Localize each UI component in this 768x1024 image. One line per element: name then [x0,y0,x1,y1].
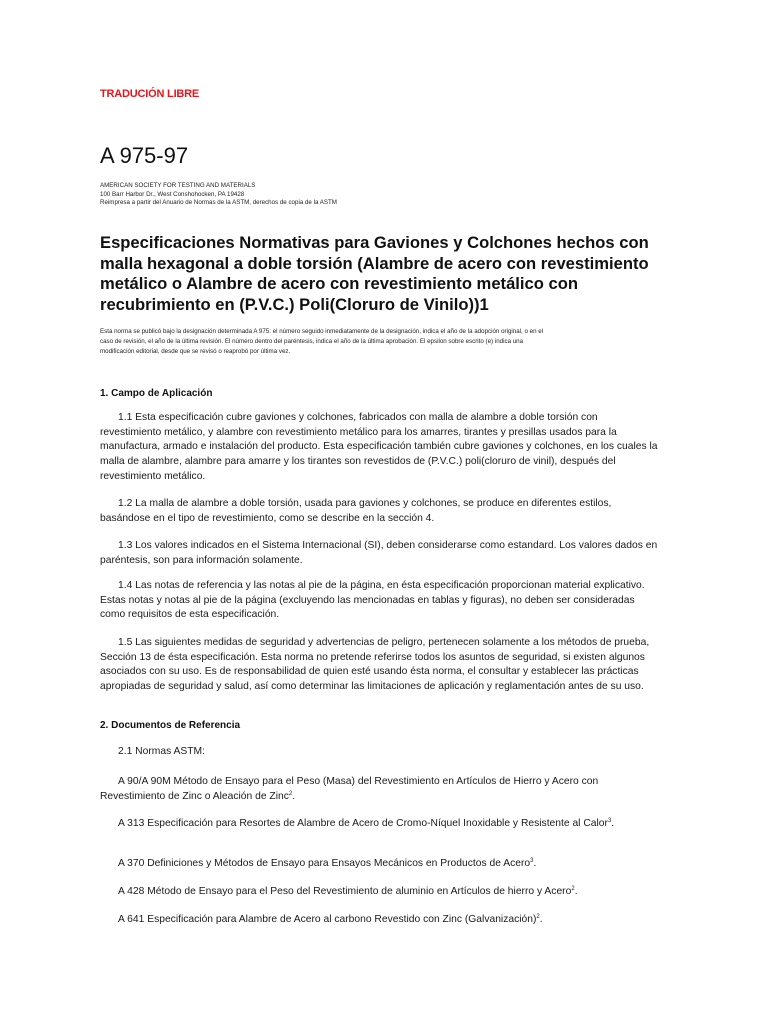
paragraph-2-1: 2.1 Normas ASTM: [118,746,205,757]
organization-address: 100 Barr Harbor Dr., West Conshohocken, PA 19428 [100,190,245,198]
reference-item: A 428 Método de Ensayo para el Peso del Revestimiento de aluminio en Artículos de hierro y Acero$^2$. [118,886,578,897]
reference-item: A 90/A 90M Método de Ensayo para el Peso (Masa) del Revestimiento en Artículos de Hierro y Acero con Revestimiento de Zinc o Aleación de Zinc$^2$. [100,776,599,802]
paragraph-1-2: 1.2 La malla de alambre a doble torsión, usada para gaviones y colchones, se produce en diferentes estilos, basándose en el tipo de revestimiento, como se describe en la sección 4. [100,498,612,524]
reference-item: A 641 Especificación para Alambre de Acero al carbono Revestido con Zinc (Galvanización)$^2$. [118,914,543,925]
reference-item: A 370 Definiciones y Métodos de Ensayo para Ensayos Mecánicos en Productos de Acero$^3$. [118,858,537,869]
section-heading-references: 2. Documentos de Referencia [100,720,241,731]
section-heading-scope: 1. Campo de Aplicación [100,388,213,399]
organization-name: AMERICAN SOCIETY FOR TESTING AND MATERIALS [100,182,256,189]
reprint-notice: Reimpresa a partir del Anuario de Normas de la ASTM, derechos de copia de la ASTM [100,199,337,206]
document-code: A 975-97 [100,143,189,168]
paragraph-1-1: 1.1 Esta especificación cubre gaviones y colchones, fabricados con malla de alambre a doble torsión con revestimiento metálico, y alambre con revestimiento metálico para los amarres, tirantes y presillas usados para la manufactura, armado e instalación del producto. Esta especificación también cubre gaviones y colchones, en los cuales la malla de alambre, alambre para amarre y los tirantes son revestidos de (P.V.C.) poli(cloruro de vinil), después del revestimiento metálico. [100,412,658,482]
paragraph-1-3: 1.3 Los valores indicados en el Sistema Internacional (SI), deben considerarse como estandard. Los valores dados en paréntesis, son para información solamente. [100,540,658,566]
paragraph-1-5: 1.5 Las siguientes medidas de seguridad y advertencias de peligro, pertenecen solamente a los métodos de prueba, Sección 13 de ésta especificación. Esta norma no pretende referirse todos los asuntos de seguridad, si existen algunos asociados con su uso. Es de responsabilidad de quien esté usando ésta norma, el consultar y establecer las prácticas apropiadas de seguridad y salud, así como determinar las limitaciones de aplicación y reglamentación antes de su uso. [100,637,650,693]
translation-label: TRADUCIÓN LIBRE [100,88,200,100]
designation-note: Esta norma se publicó bajo la designación determinada A 975: el número seguido inmediatamente de la designación, indica el año de la adopción original, o en el caso de revisión, el año de la última revisión. El número dentro del paréntesis, indica el año de la última aprobación. El epsilon sobre escrito (e) indica una modificación editorial, desde que se revisó o reaprobó por última vez. [100,328,544,356]
document-title: Especificaciones Normativas para Gaviones y Colchones hechos con malla hexagonal a doble torsión (Alambre de acero con revestimiento metálico o Alambre de acero con revestimiento metálico con recubrimiento en (P.V.C.) Poli(Cloruro de Vinilo))1 [100,233,649,314]
reference-item: A 313 Especificación para Resortes de Alambre de Acero de Cromo-Níquel Inoxidable y Resistente al Calor$^3$. [118,818,615,829]
organization-block [100,182,337,208]
paragraph-1-4: 1.4 Las notas de referencia y las notas al pie de la página, en ésta especificación proporcionan material explicativo. Estas notas y notas al pie de la página (excluyendo las mencionadas en tablas y figuras), no deben ser consideradas como requisitos de esta especificación. [100,580,645,621]
